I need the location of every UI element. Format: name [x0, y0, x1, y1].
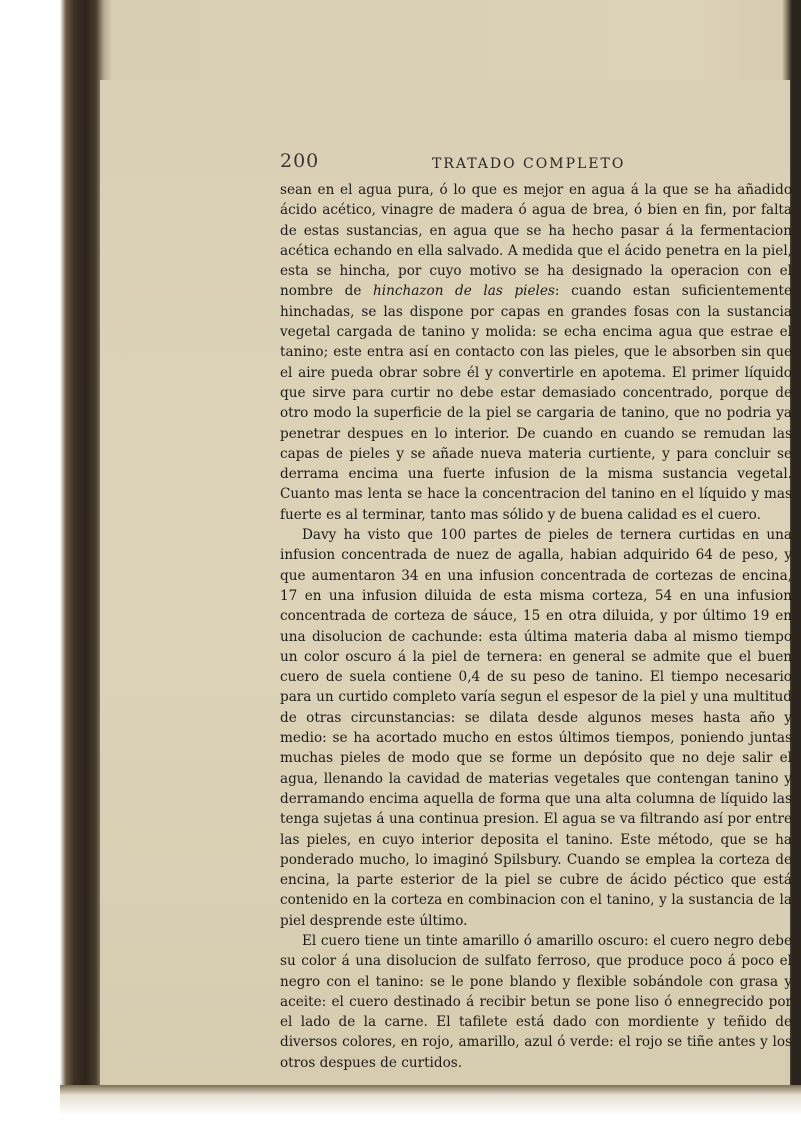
running-head: TRATADO COMPLETO	[432, 156, 626, 172]
paragraph-2: Davy ha visto que 100 partes de pieles de ternera curtidas en una infusion concentrada de nuez de agalla, habian adquirido 64 de peso, y que aumentaron 34 en una infusion concentrada de cortezas de encina, 17 en una infusion diluida de esta misma corteza, 54 en una infusion concentrada de corteza de sáuce, 15 en otra diluida, y por último 19 en una disolucion de cachunde: esta última materia daba al mismo tiempo un color oscuro á la piel de ternera: en general se admite que el buen cuero de suela contiene 0,4 de su peso de tanino. El tiempo necesario para un curtido completo varía segun el espesor de la piel y una multitud de otras circunstancias: se dilata desde algunos meses hasta año y medio: se ha acortado mucho en estos últimos tiempos, poniendo juntas muchas pieles de modo que se forme un depósito que no deje salir el agua, llenando la cavidad de materias vegetales que contengan tanino y derramando encima aquella de forma que una alta columna de líquido las tenga sujetas á una continua presion. El agua se va filtrando así por entre las pieles, en cuyo interior deposita el tanino. Este método, que se ha ponderado mucho, lo imaginó Spilsbury. Cuando se emplea la corteza de encina, la parte esterior de la piel se cubre de ácido péctico que está contenido en la corteza en combinacion con el tanino, y la sustancia de la piel desprende este último.	[280, 527, 792, 929]
paragraph-3: El cuero tiene un tinte amarillo ó amarillo oscuro: el cuero negro debe su color á una disolucion de sulfato ferroso, que produce poco á poco el negro con el tanino: se le pone blando y flexible sobándole con grasa y aceite: el cuero destinado á recibir betun se pone liso ó ennegrecido por el lado de la carne. El tafilete está dado con mordiente y teñido de diversos colores, en rojo, amarillo, azul ó verde: el rojo se tiñe antes y los otros despues de curtidos.	[280, 932, 792, 1071]
paragraph-1-part-a: sean en el agua pura, ó lo que es mejor en agua á la que se ha añadido ácido acético, vinagre de madera ó agua de brea, ó bien en fin, por falta de estas sustancias, en agua que se ha hecho pasar á la fermentacion acética echando en ella salvado. A medida que el ácido penetra en la piel, esta se hincha, por cuyo motivo se ha designado la operacion con el nombre de	[280, 182, 792, 300]
body-text	[280, 180, 792, 1073]
page-number: 200	[280, 150, 320, 172]
page-bottom-edge	[60, 1085, 801, 1146]
paragraph-1	[280, 180, 792, 525]
page-header	[280, 150, 760, 178]
paragraph-1-part-b: : cuando estan suficientemente hinchadas, se las dispone por capas en grandes fosas con la sustancia vegetal cargada de tanino y molida: se echa encima agua que estrae el tanino; este entra así en contacto con las pieles, que le absorben sin que el aire pueda obrar sobre él y convertirle en apotema. El primer líquido que sirve para curtir no debe estar demasiado concentrado, porque de otro modo la superficie de la piel se cargaria de tanino, que no podria ya penetrar despues en lo interior. De cuando en cuando se remudan las capas de pieles y se añade nueva materia curtiente, y para concluir se derrama encima una fuerte infusion de la misma sustancia vegetal. Cuanto mas lenta se hace la concentracion del tanino en el líquido y mas fuerte es al terminar, tanto mas sólido y de buena calidad es el cuero.	[280, 283, 793, 523]
paragraph-1-emphasis: hinchazon de las pieles	[373, 283, 555, 300]
